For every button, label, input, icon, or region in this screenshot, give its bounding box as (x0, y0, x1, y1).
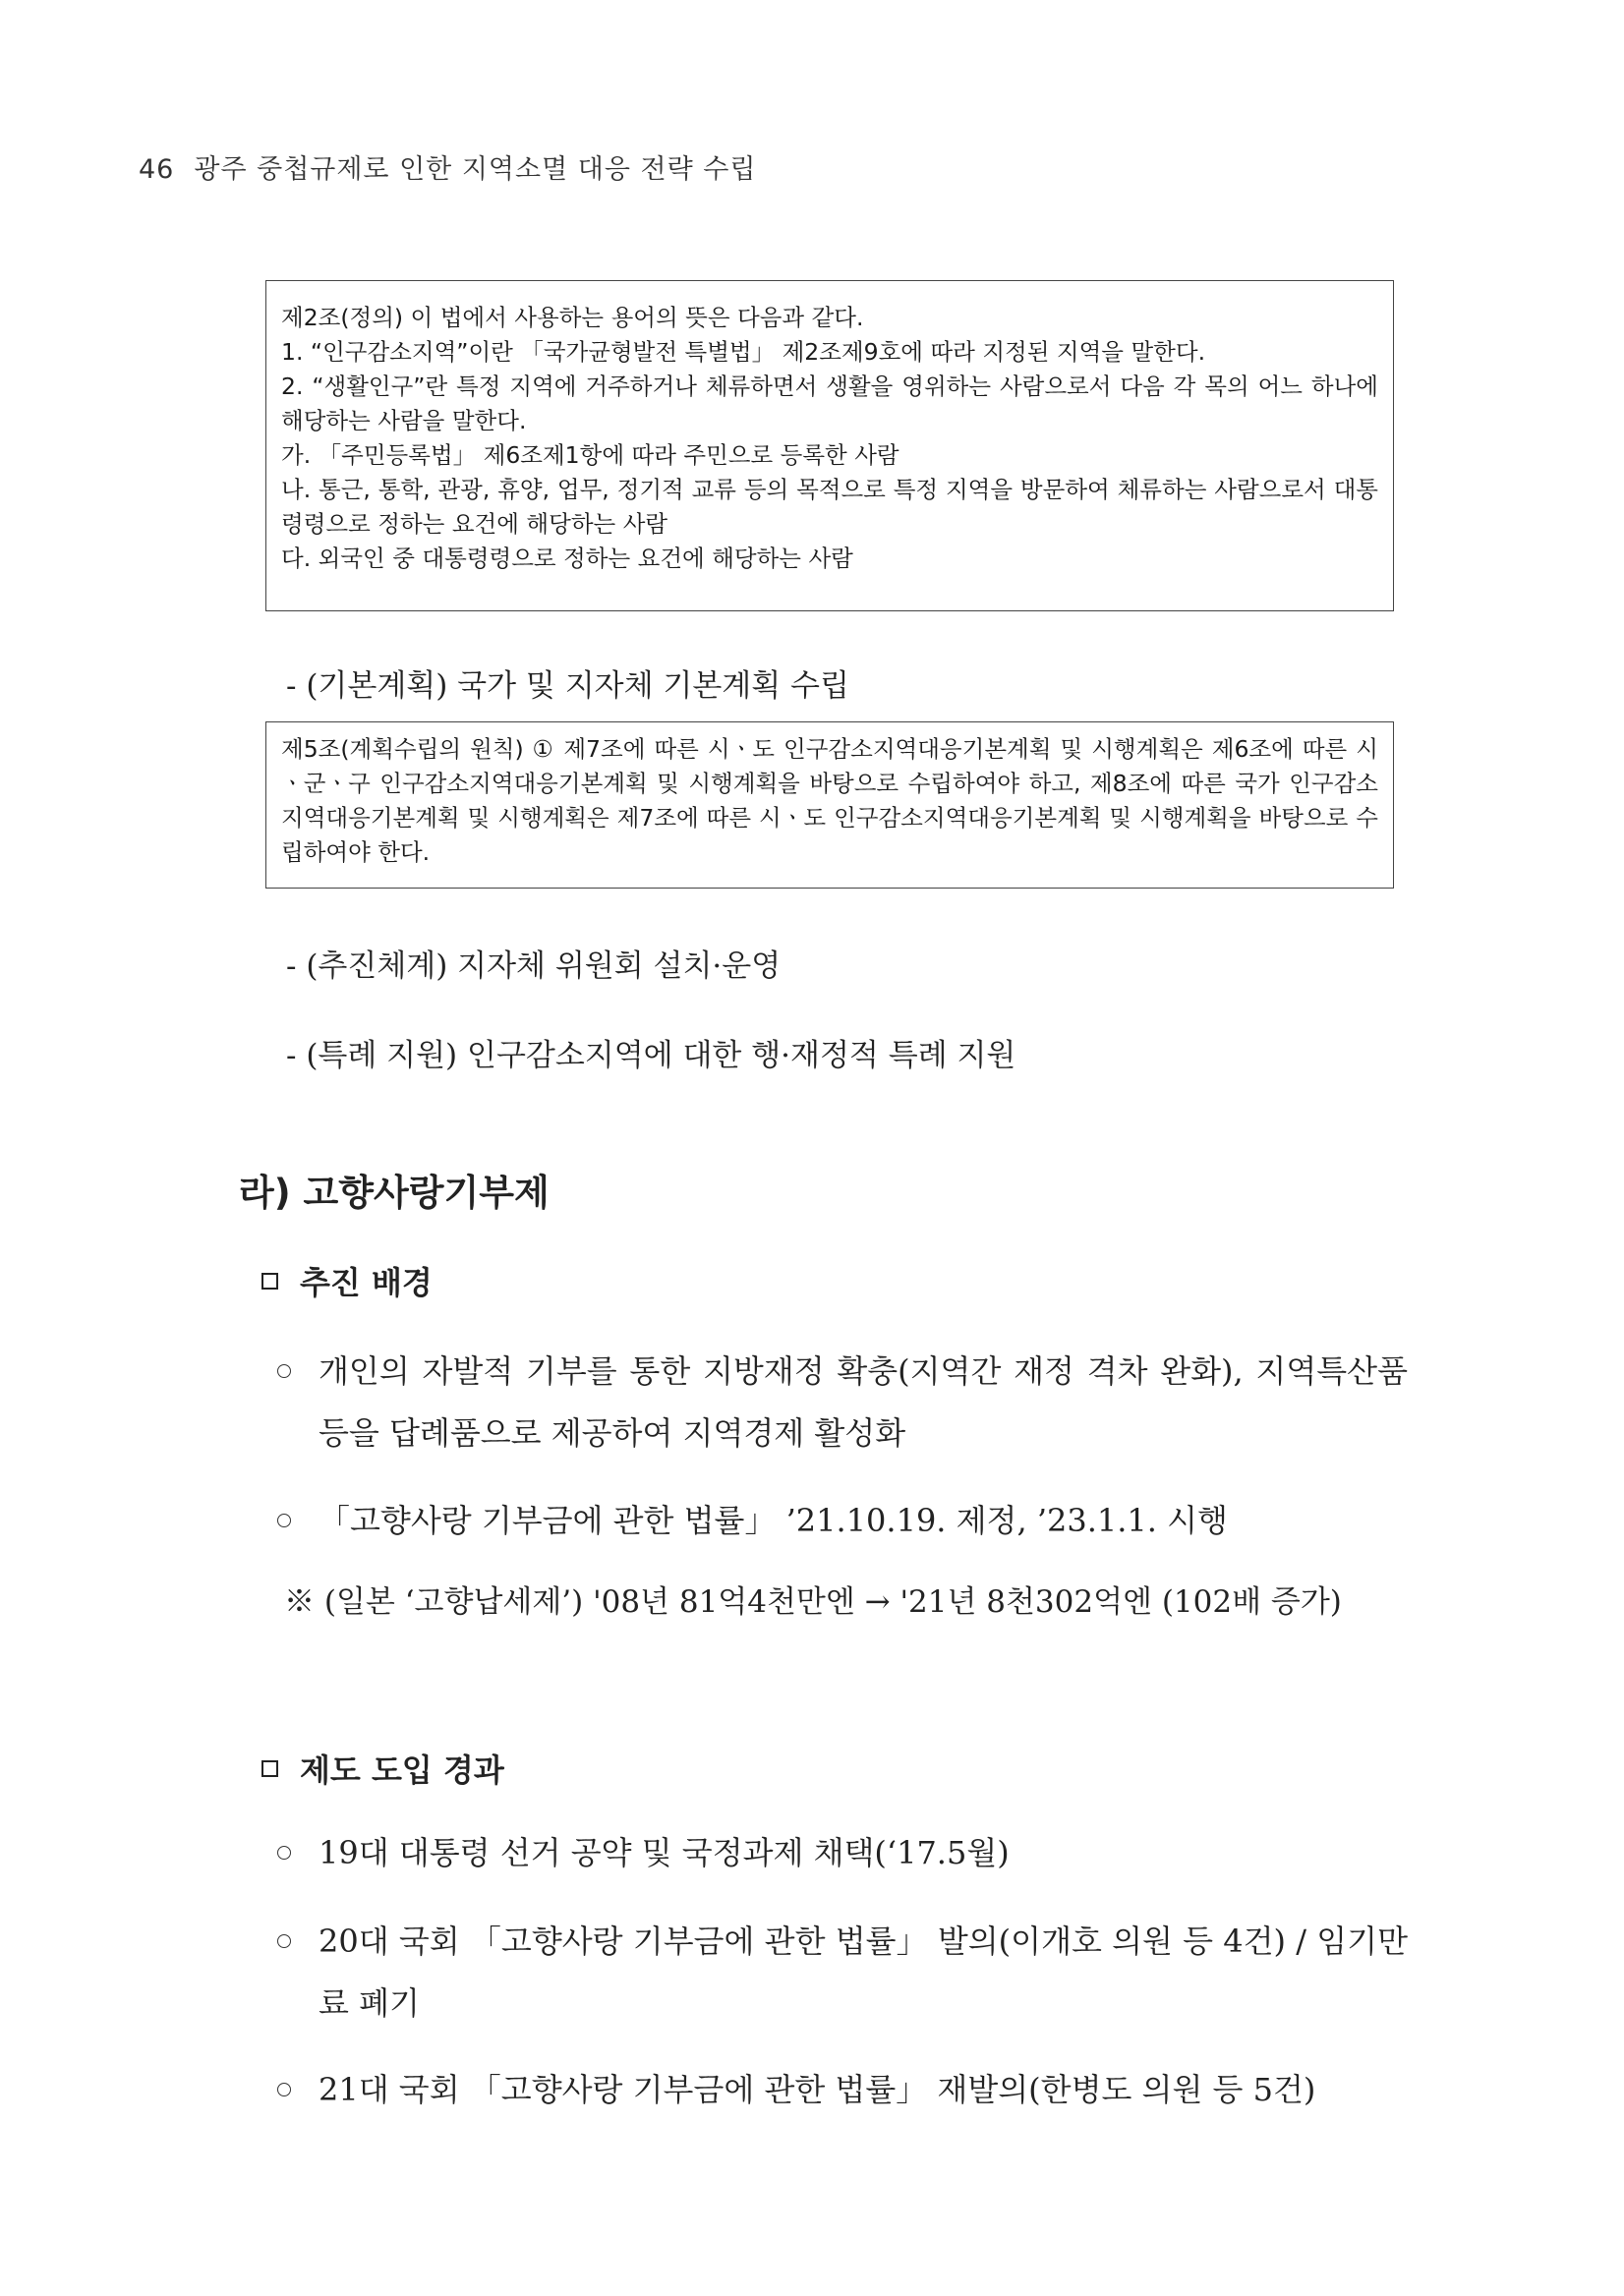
list-item-text: 21대 국회 「고향사랑 기부금에 관한 법률」 재발의(한병도 의원 등 5건) (319, 2071, 1316, 2108)
law-line: 1. “인구감소지역”이란 「국가균형발전 특별법」 제2조제9호에 따라 지정된 지역을 말한다. (281, 338, 1206, 366)
law-excerpt-definitions (265, 280, 1394, 611)
adoption-heading (261, 1746, 504, 1791)
law-line: 다. 외국인 중 대통령령으로 정하는 요건에 해당하는 사람 (281, 545, 853, 572)
list-item-text: 19대 대통령 선거 공약 및 국정과제 채택(‘17.5월) (319, 1834, 1010, 1871)
list-item (277, 1341, 1408, 1464)
list-item (277, 1490, 1408, 1552)
document-title: 광주 중첩규제로 인한 지역소멸 대응 전략 수립 (194, 154, 757, 185)
page-header (139, 147, 756, 186)
circle-bullet-icon (277, 1364, 291, 1378)
page-number: 46 (139, 154, 175, 185)
background-heading (261, 1258, 433, 1303)
checkbox-square-icon (261, 1760, 278, 1777)
circle-bullet-icon (277, 1514, 291, 1527)
adoption-heading-label: 제도 도입 경과 (300, 1751, 504, 1789)
circle-bullet-icon (277, 2083, 291, 2096)
special-support-item: - (특례 지원) 인구감소지역에 대한 행·재정적 특례 지원 (286, 1038, 1016, 1073)
circle-bullet-icon (277, 1934, 291, 1948)
list-item (277, 2059, 1408, 2121)
basic-plan-item: - (기본계획) 국가 및 지자체 기본계획 수립 (286, 668, 849, 704)
promotion-system-item: - (추진체계) 지자체 위원회 설치·운영 (286, 948, 782, 984)
list-item (277, 1822, 1408, 1884)
list-item-text: 개인의 자발적 기부를 통한 지방재정 확충(지역간 재정 격차 완화), 지역특산품 등을 답례품으로 제공하여 지역경제 활성화 (319, 1352, 1408, 1452)
law-excerpt-planning-principle (265, 721, 1394, 889)
circle-bullet-icon (277, 1846, 291, 1860)
list-item-text: 「고향사랑 기부금에 관한 법률」 ’21.10.19. 제정, ’23.1.1. 시행 (319, 1502, 1228, 1539)
law-text: 제5조(계획수립의 원칙) ① 제7조에 따른 시ㆍ도 인구감소지역대응기본계획 및 시행계획은 제6조에 따른 시ㆍ군ㆍ구 인구감소지역대응기본계획 및 시행계획을 바탕으로 수립하여야 하고, 제8조에 따른 국가 인구감소지역대응기본계획 및 시행계획은 제7조에 따른 시ㆍ도 인구감소지역대응기본계획 및 시행계획을 바탕으로 수립하여야 한다. (281, 735, 1378, 866)
law-line: 가. 「주민등록법」 제6조제1항에 따라 주민으로 등록한 사람 (281, 441, 899, 469)
checkbox-square-icon (261, 1273, 278, 1290)
law-line: 2. “생활인구”란 특정 지역에 거주하거나 체류하면서 생활을 영위하는 사람으로서 다음 각 목의 어느 하나에 해당하는 사람을 말한다. (281, 373, 1378, 434)
section-title: 라) 고향사랑기부제 (239, 1172, 550, 1214)
list-item-text: 20대 국회 「고향사랑 기부금에 관한 법률」 발의(이개호 의원 등 4건) / 임기만료 폐기 (319, 1923, 1408, 2022)
law-line: 제2조(정의) 이 법에서 사용하는 용어의 뜻은 다음과 같다. (281, 304, 864, 331)
background-heading-label: 추진 배경 (300, 1264, 433, 1301)
law-line: 나. 통근, 통학, 관광, 휴양, 업무, 정기적 교류 등의 목적으로 특정 지역을 방문하여 체류하는 사람으로서 대통령령으로 정하는 요건에 해당하는 사람 (281, 476, 1378, 538)
list-item (277, 1911, 1408, 2035)
reference-note: ※ (일본 ‘고향납세제’) '08년 81억4천만엔 → '21년 8천302억엔 (102배 증가) (284, 1584, 1342, 1620)
